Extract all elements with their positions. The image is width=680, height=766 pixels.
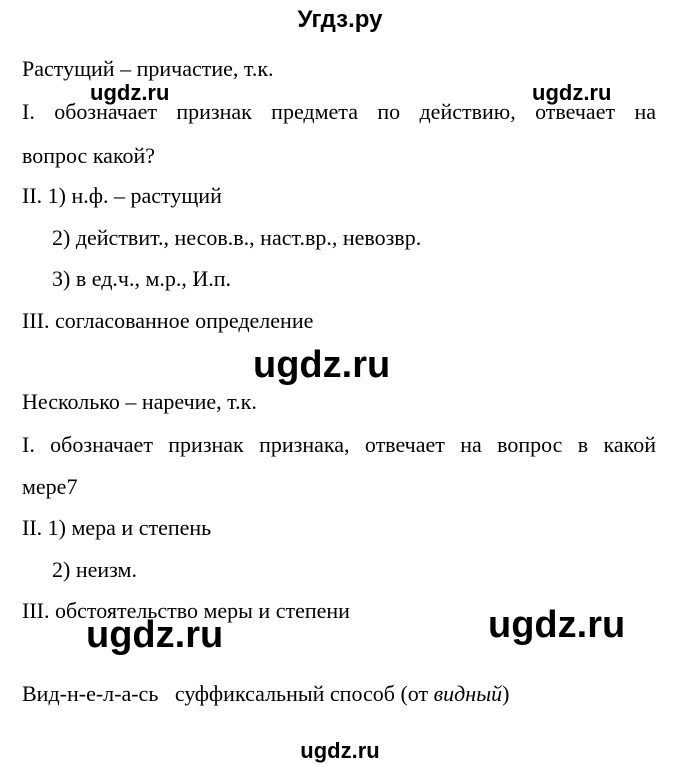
word-morphemes: Вид-н-е-л-а-сь bbox=[22, 681, 159, 706]
source-word: видный bbox=[433, 681, 503, 706]
closing-paren: ) bbox=[502, 681, 510, 706]
section2-line-4: 2) неизм. bbox=[52, 557, 137, 582]
watermark-big-1: ugdz.ru bbox=[253, 344, 391, 386]
section2-line-5: III. обстоятельство меры и степени bbox=[22, 598, 350, 623]
section1-line-6: III. согласованное определение bbox=[22, 308, 314, 333]
section1-line-3: II. 1) н.ф. – растущий bbox=[22, 183, 222, 208]
section2-line-1: I. обозначает признак признака, отвечает на вопрос в какой bbox=[22, 432, 656, 457]
section1-line-2: вопрос какой? bbox=[22, 143, 156, 168]
section3-line bbox=[22, 681, 509, 707]
watermark-big-3: ugdz.ru bbox=[488, 604, 626, 646]
section2-line-3: II. 1) мера и степень bbox=[22, 515, 212, 540]
section1-line-1: I. обозначает признак предмета по действию, отвечает на bbox=[22, 99, 656, 124]
section2-title: Несколько – наречие, т.к. bbox=[22, 389, 257, 414]
section1-line-5: 3) в ед.ч., м.р., И.п. bbox=[52, 266, 232, 291]
section2-line-2: мере7 bbox=[22, 474, 78, 499]
watermark-big-2: ugdz.ru bbox=[86, 614, 224, 656]
watermark-small-1: ugdz.ru bbox=[90, 80, 170, 105]
section1-line-4: 2) действит., несов.в., наст.вр., невозвр. bbox=[52, 225, 422, 250]
header-watermark: Угдз.ру bbox=[297, 6, 383, 33]
formation-method: суффиксальный способ (от bbox=[174, 681, 429, 706]
watermark-small-2: ugdz.ru bbox=[532, 80, 612, 105]
footer-watermark: ugdz.ru bbox=[300, 738, 380, 763]
section1-title: Растущий – причастие, т.к. bbox=[22, 56, 274, 81]
